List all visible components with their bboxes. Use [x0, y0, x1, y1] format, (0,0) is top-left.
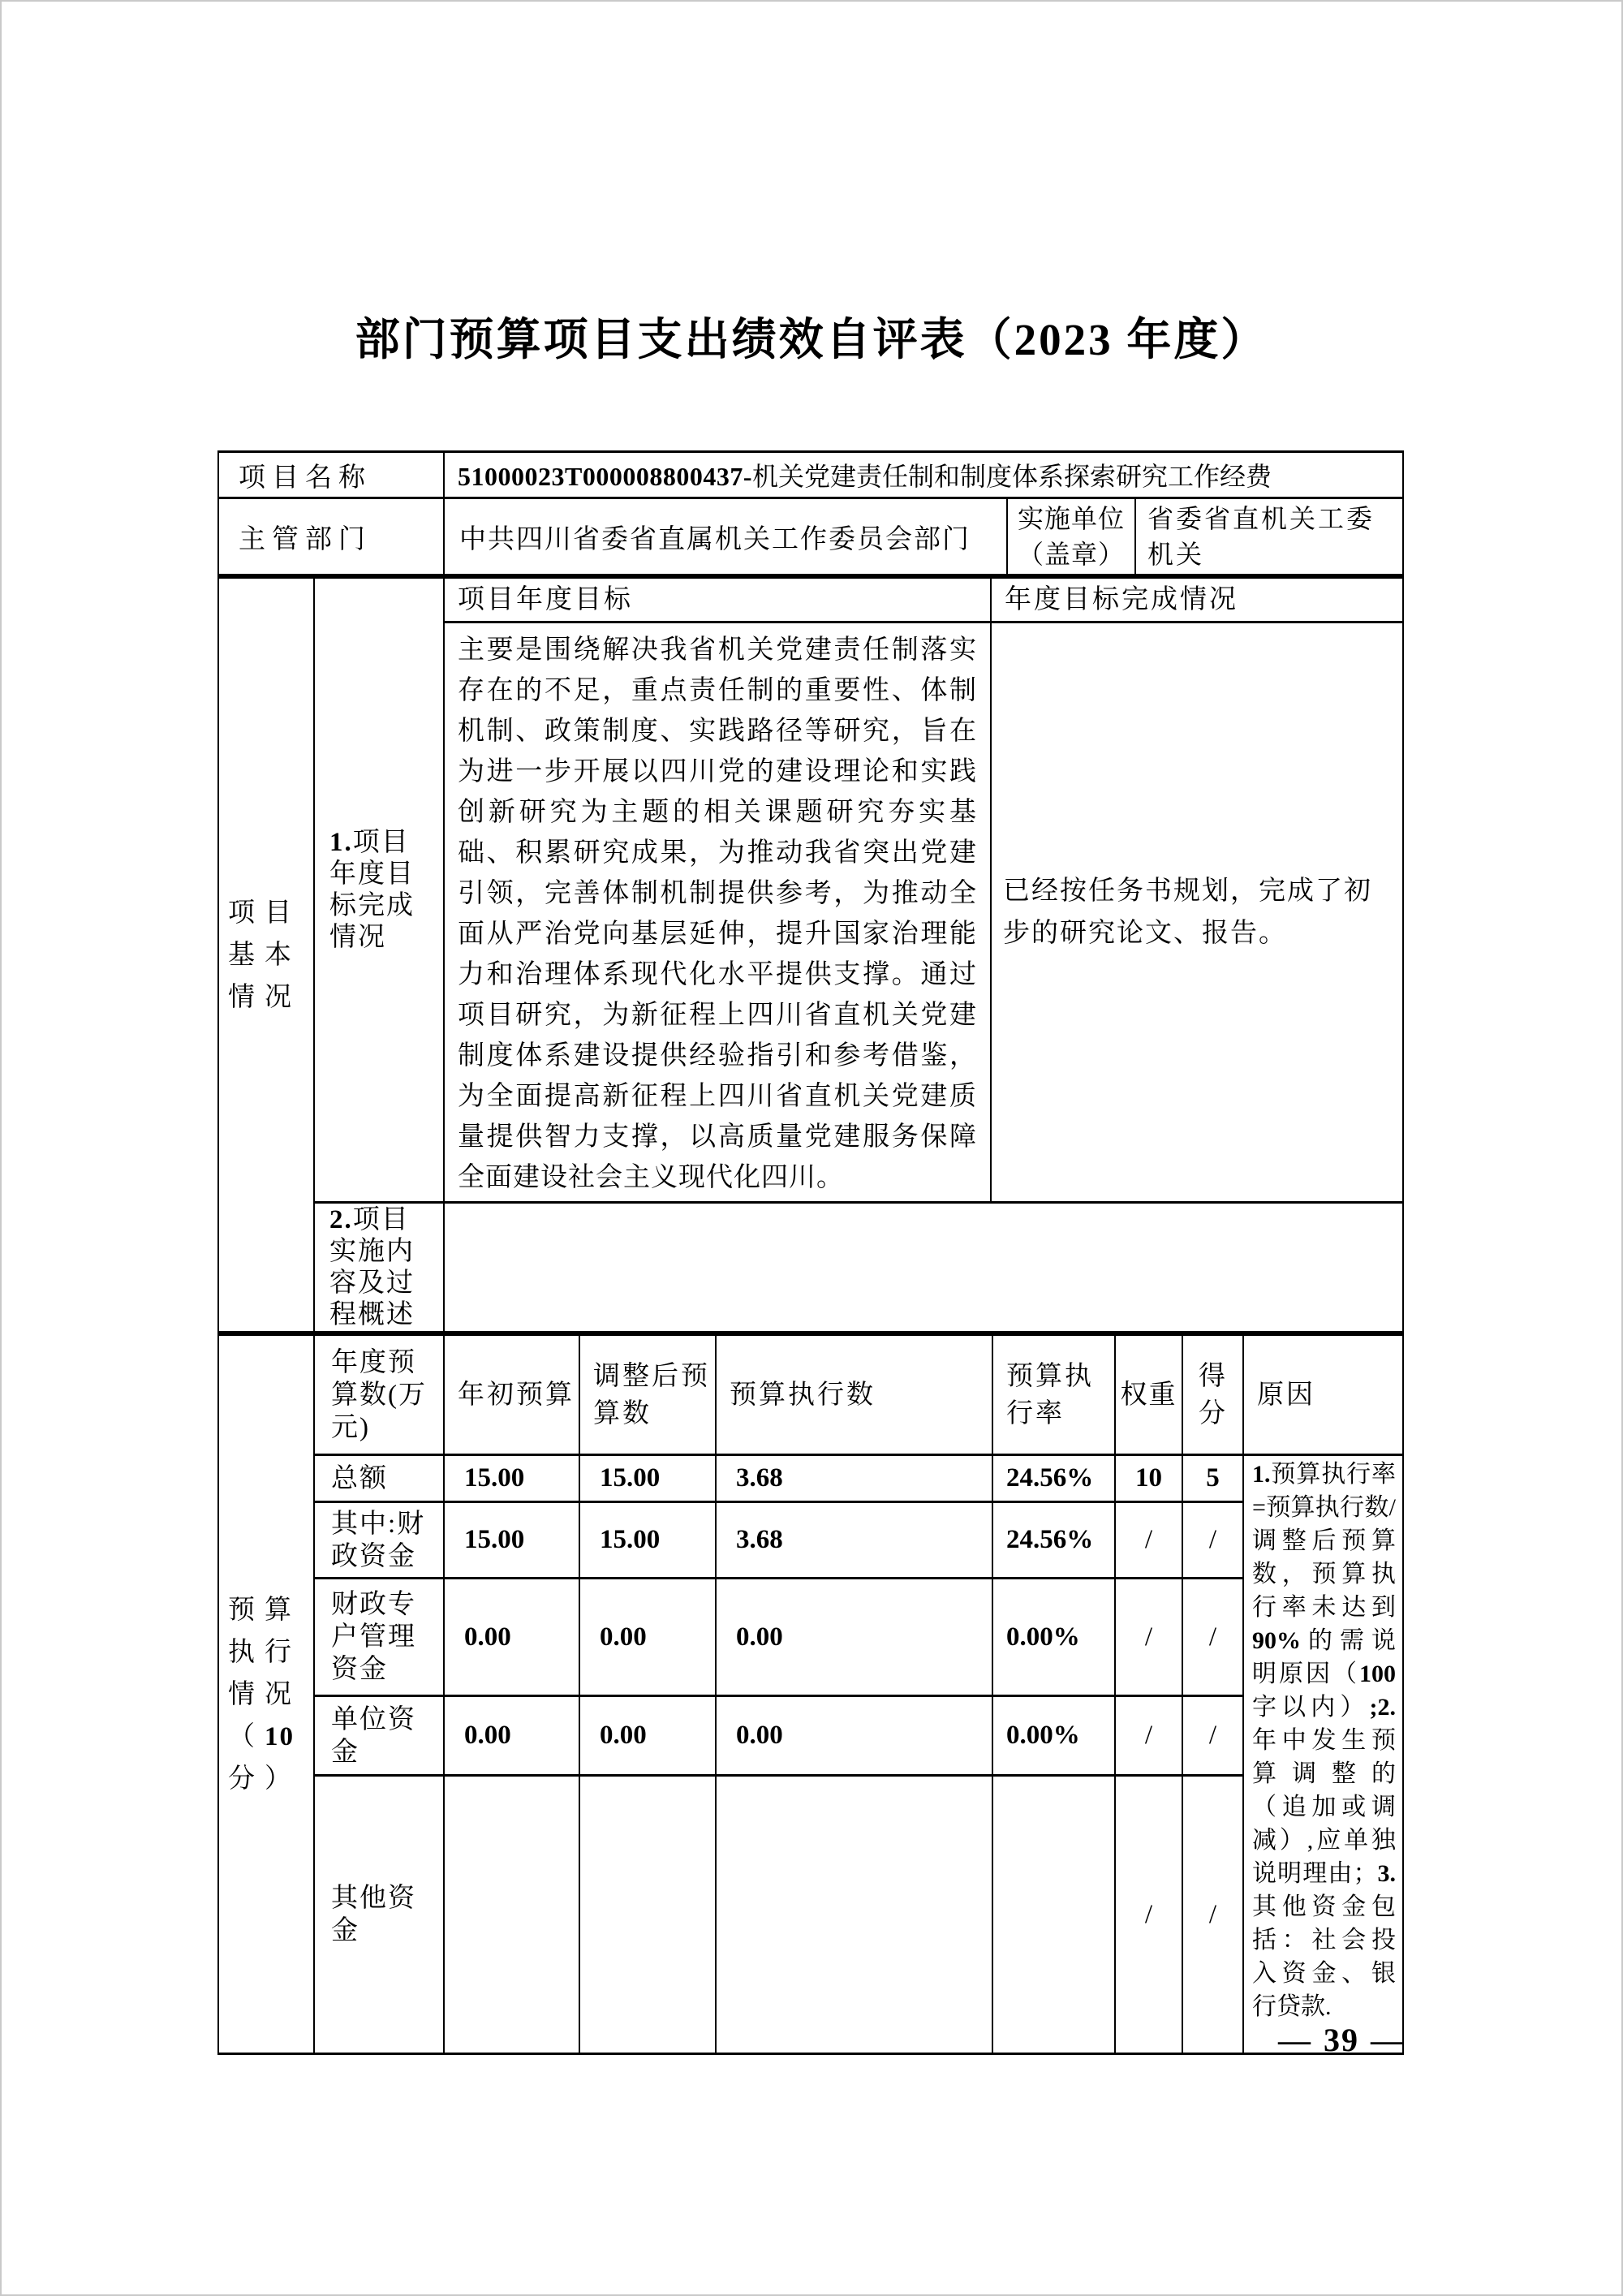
other-adjusted [579, 1776, 716, 2054]
unit-rate: 0.00% [992, 1696, 1115, 1776]
reason-seg: 预算执行率=预算执行数/调整后预算数，预算执行率未达到 [1252, 1461, 1396, 1621]
unit-initial: 0.00 [444, 1696, 579, 1776]
project-title-text: 机关党建责任制和制度体系探索研究工作经费 [752, 462, 1272, 491]
fiscal-weight: / [1115, 1502, 1182, 1579]
row-label-fiscal: 其中:财政资金 [314, 1502, 444, 1579]
total-initial: 15.00 [444, 1455, 579, 1502]
department-label: 主管部门 [218, 498, 444, 575]
project-info-table [217, 450, 1404, 576]
item2-label: 项目实施内容及过程概述 [329, 1204, 415, 1329]
unit-executed: 0.00 [716, 1696, 992, 1776]
other-initial [444, 1776, 579, 2054]
special-initial: 0.00 [444, 1579, 579, 1696]
total-executed: 3.68 [716, 1455, 992, 1502]
reason-seg: 100 [1359, 1661, 1396, 1687]
row-label-unit-funds: 单位资金 [314, 1696, 444, 1776]
other-score: / [1182, 1776, 1243, 2054]
basic-section-label-cell [218, 578, 314, 1333]
reason-seg: 3. [1377, 1860, 1396, 1887]
budget-row-unit-funds [218, 1696, 1403, 1776]
budget-section-label-post: 分） [228, 1764, 301, 1794]
special-executed: 0.00 [716, 1579, 992, 1696]
goal-completion-text: 已经按任务书规划，完成了初步的研究论文、报告。 [991, 622, 1403, 1203]
reason-seg: 90% [1252, 1627, 1301, 1654]
budget-section-label-cell [218, 1335, 314, 2054]
col-header-initial-budget: 年初预算 [444, 1335, 579, 1455]
total-adjusted: 15.00 [579, 1455, 716, 1502]
total-weight: 10 [1115, 1455, 1182, 1502]
page-number [1267, 2021, 1416, 2059]
page-title: 部门预算项目支出绩效自评表（2023 年度） [355, 315, 1268, 364]
department-value: 中共四川省委省直属机关工作委员会部门 [444, 498, 1007, 575]
fiscal-score: / [1182, 1502, 1243, 1579]
unit-score: / [1182, 1696, 1243, 1776]
page-number-dash-right: — [1371, 2022, 1405, 2058]
budget-row-fiscal [218, 1502, 1403, 1579]
col-header-weight: 权重 [1115, 1335, 1182, 1455]
fiscal-adjusted: 15.00 [579, 1502, 716, 1579]
unit-weight: / [1115, 1696, 1182, 1776]
goal-completion-header: 年度目标完成情况 [991, 578, 1403, 622]
special-rate: 0.00% [992, 1579, 1115, 1696]
table-row [218, 578, 1403, 622]
row-label-other-funds: 其他资金 [314, 1776, 444, 2054]
fiscal-initial: 15.00 [444, 1502, 579, 1579]
unit-adjusted: 0.00 [579, 1696, 716, 1776]
project-name-label: 项目名称 [218, 452, 444, 498]
col-header-score: 得分 [1182, 1335, 1243, 1455]
reason-seg: ;2. [1369, 1694, 1396, 1721]
item1-number: 1. [329, 827, 353, 857]
total-rate: 24.56% [992, 1455, 1115, 1502]
budget-row-total [218, 1455, 1403, 1502]
budget-section-label-pre: 预算执行情况（ [228, 1595, 301, 1751]
item1-label: 项目年度目标完成情况 [329, 827, 415, 952]
table-row [218, 1203, 1403, 1333]
item2-label-cell [314, 1203, 444, 1333]
basic-situation-table [217, 576, 1404, 1333]
row-label-total: 总额 [314, 1455, 444, 1502]
special-adjusted: 0.00 [579, 1579, 716, 1696]
basic-section-label: 项目基本情况 [228, 898, 301, 1012]
col-header-executed: 预算执行数 [716, 1335, 992, 1455]
table-row [218, 498, 1403, 575]
fiscal-executed: 3.68 [716, 1502, 992, 1579]
special-weight: / [1115, 1579, 1182, 1696]
col-header-execution-rate: 预算执行率 [992, 1335, 1115, 1455]
item1-label-cell [314, 578, 444, 1203]
budget-row-special-account [218, 1579, 1403, 1696]
budget-section-score: 10 [265, 1721, 295, 1751]
annual-goal-header: 项目年度目标 [444, 578, 991, 622]
col-header-reason: 原因 [1243, 1335, 1403, 1455]
item2-content-cell [444, 1203, 1403, 1333]
other-executed [716, 1776, 992, 2054]
reason-seg: 的需说明原因（ [1252, 1627, 1396, 1687]
reason-seg: 字以内） [1252, 1694, 1370, 1721]
annual-goal-text: 主要是围绕解决我省机关党建责任制落实存在的不足，重点责任制的重要性、体制机制、政策制度、实践路径等研究，旨在为进一步开展以四川党的建设理论和实践创新研究为主题的相关课题研究夯实基础、积累研究成果，为推动我省突出党建引领，完善体制机制提供参考，为推动全面从严治党向基层延伸，提升国家治理能力和治理体系现代化水平提供支撑。通过项目研究，为新征程上四川省直机关党建制度体系建设提供经验指引和参考借鉴，为全面提高新征程上四川省直机关党建质量提供智力支撑，以高质量党建服务保障全面建设社会主义现代化四川。 [444, 622, 991, 1203]
budget-header-row [218, 1335, 1403, 1455]
total-score: 5 [1182, 1455, 1243, 1502]
implementing-unit-label: 实施单位（盖章） [1007, 498, 1135, 575]
self-evaluation-table [217, 450, 1406, 2055]
fiscal-rate: 24.56% [992, 1502, 1115, 1579]
page-number-value: 39 [1324, 2022, 1359, 2058]
col-header-adjusted-budget: 调整后预算数 [579, 1335, 716, 1455]
table-row [218, 452, 1403, 498]
other-rate [992, 1776, 1115, 2054]
budget-execution-table [217, 1333, 1404, 2055]
special-score: / [1182, 1579, 1243, 1696]
project-code: 51000023T000008800437- [458, 462, 752, 491]
budget-row-other-funds [218, 1776, 1403, 2054]
item2-number: 2. [329, 1204, 353, 1234]
reason-seg: 1. [1252, 1461, 1271, 1488]
page-number-dash-left: — [1278, 2022, 1312, 2058]
other-weight: / [1115, 1776, 1182, 2054]
implementing-unit-value: 省委省直机关工委机关 [1135, 498, 1403, 575]
budget-section-label [228, 1589, 304, 1800]
project-name-value [444, 452, 1403, 498]
reason-seg: 其他资金包括：社会投入资金、银行贷款. [1252, 1893, 1396, 2020]
col-header-row-label: 年度预算数(万元) [314, 1335, 444, 1455]
row-label-special-account: 财政专户管理资金 [314, 1579, 444, 1696]
reason-text [1243, 1455, 1403, 2054]
reason-seg: 年中发生预算调整的（追加或调减）,应单独说明理由； [1252, 1727, 1396, 1887]
